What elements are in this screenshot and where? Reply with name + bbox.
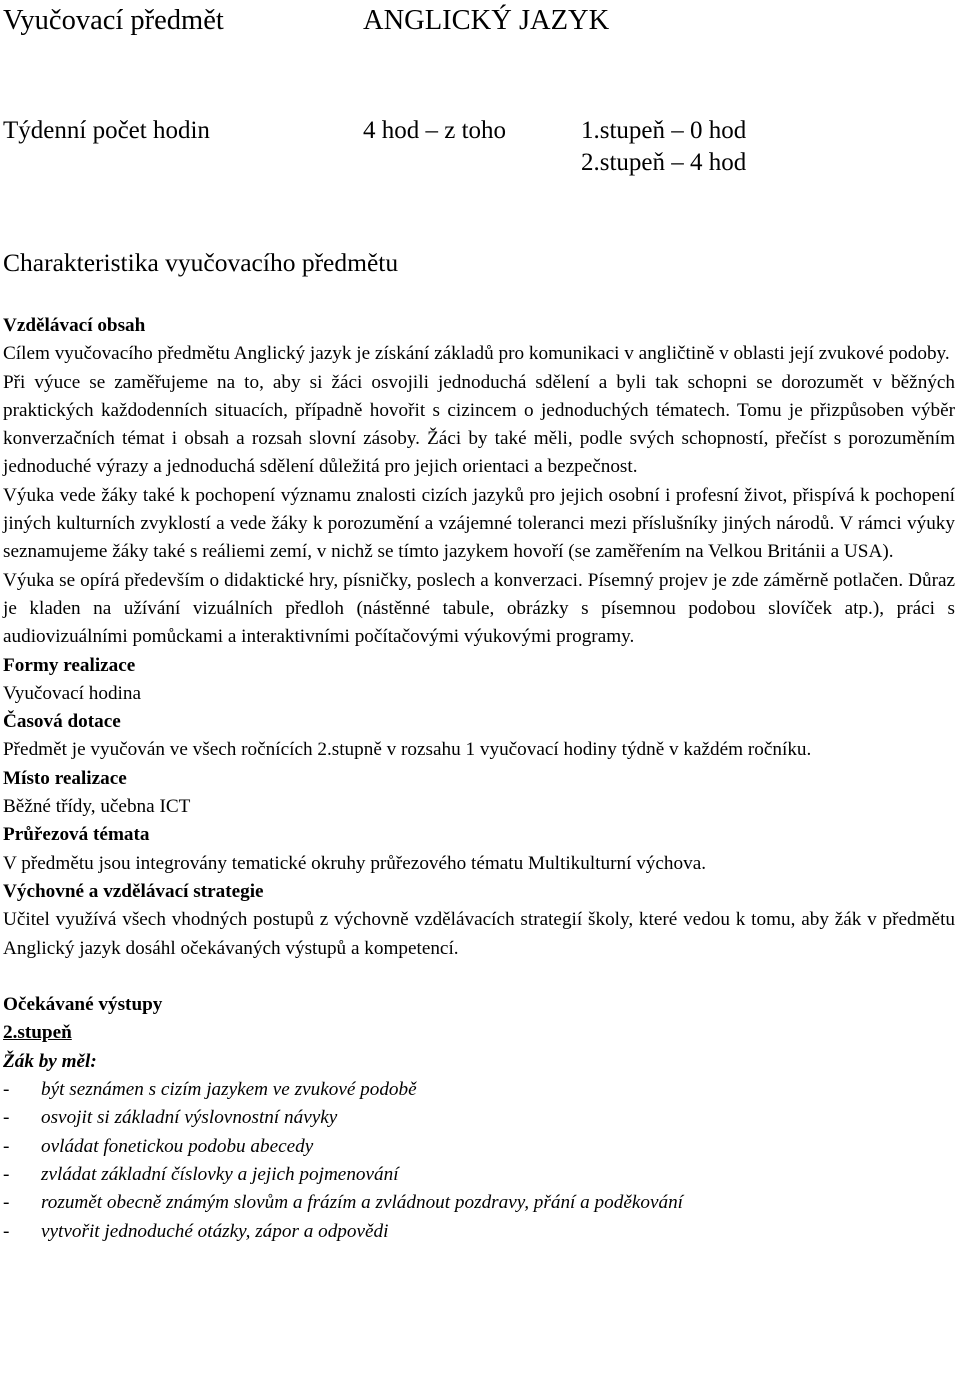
list-marker: - (3, 1220, 10, 1242)
outcomes-list (3, 1076, 955, 1246)
weekly-hours-label: Týdenní počet hodin (3, 117, 210, 144)
time-text: Předmět je vyučován ve všech ročnících 2.stupně v rozsahu 1 vyučovací hodiny týdně v každém ročníku. (3, 739, 812, 761)
list-item (3, 1218, 955, 1246)
place-heading: Místo realizace (3, 767, 127, 789)
content-heading: Vzdělávací obsah (3, 315, 146, 336)
list-marker: - (3, 1192, 10, 1214)
document-body (3, 312, 955, 1246)
list-item (3, 1133, 955, 1161)
subject-label: Vyučovací předmět (3, 5, 224, 36)
list-marker: - (3, 1079, 10, 1101)
subject-name: ANGLICKÝ JAZYK (363, 5, 610, 36)
characteristics-title: Charakteristika vyučovacího předmětu (3, 248, 399, 277)
spacer (3, 963, 955, 991)
list-item (3, 1104, 955, 1132)
stage-label: 2.stupeň (3, 1022, 72, 1044)
list-item-text: zvládat základní číslovky a jejich pojmenování (41, 1163, 399, 1185)
strategy-heading: Výchovné a vzdělávací strategie (3, 880, 264, 902)
list-marker: - (3, 1135, 10, 1157)
weekly-hours-total: 4 hod – z toho (363, 117, 507, 144)
cross-curricular-heading: Průřezová témata (3, 824, 150, 846)
stage2-hours: 2.stupeň – 4 hod (581, 149, 747, 176)
cross-curricular-text: V předmětu jsou integrovány tematické okruhy průřezového tématu Multikulturní výchova. (3, 852, 707, 874)
content-paragraph-4: Výuka se opírá především o didaktické hry, písničky, poslech a konverzaci. Písemný projev je zde záměrně potlačen. Důraz je kladen na užívání vizuálních předloh (nástěnné tabule, obrázky s písemnou podobou slovíček atp.), práci s audiovizuálními pomůckami a interaktivními počítačovými výukovými programy. (3, 569, 955, 648)
list-marker: - (3, 1107, 10, 1129)
list-item-text: vytvořit jednoduché otázky, zápor a odpovědi (41, 1220, 389, 1242)
content-paragraph-2: Při výuce se zaměřujeme na to, aby si žáci osvojili jednoduchá sdělení a byli tak schopni se dorozumět v běžných praktických každodenních situacích, případně hovořit s cizincem o jednoduchých tématech. Tomu je přizpůsoben výběr konverzačních témat i obsah a rozsah slovní zásoby. Žáci by také měli, podle svých schopností, přečíst s porozuměním jednoduché výrazy a jednoduchá sdělení důležitá pro jejich orientaci a bezpečnost. (3, 371, 955, 478)
forms-heading: Formy realizace (3, 654, 136, 676)
list-item-text: být seznámen s cizím jazykem ve zvukové podobě (41, 1079, 417, 1101)
time-heading: Časová dotace (3, 711, 121, 733)
list-item (3, 1189, 955, 1217)
list-item (3, 1076, 955, 1104)
strategy-text: Učitel využívá všech vhodných postupů z výchovně vzdělávacích strategií školy, které vedou k tomu, aby žák v předmětu Anglický jazyk dosáhl očekávaných výstupů a kompetencí. (3, 909, 955, 959)
stage1-hours: 1.stupeň – 0 hod (581, 117, 747, 144)
outcomes-heading: Očekávané výstupy (3, 994, 163, 1016)
place-text: Běžné třídy, učebna ICT (3, 796, 191, 818)
content-paragraph-3: Výuka vede žáky také k pochopení významu znalosti cizích jazyků pro jejich osobní i profesní život, přispívá k pochopení jiných kulturních zvyklostí a vede žáky k porozumění a vzájemné toleranci mezi příslušníky jiných národů. V rámci výuky seznamujeme žáky také s reáliemi zemí, v nichž se tímto jazykem hovoří (se zaměřením na Velkou Británii a USA). (3, 484, 955, 563)
forms-text: Vyučovací hodina (3, 682, 142, 704)
list-item-text: ovládat fonetickou podobu abecedy (41, 1135, 314, 1157)
list-item (3, 1161, 955, 1189)
pupil-label: Žák by měl: (3, 1050, 97, 1072)
list-marker: - (3, 1163, 10, 1185)
list-item-text: rozumět obecně známým slovům a frázím a zvládnout pozdravy, přání a poděkování (41, 1192, 683, 1214)
list-item-text: osvojit si základní výslovnostní návyky (41, 1107, 338, 1129)
content-paragraph-1: Cílem vyučovacího předmětu Anglický jazyk je získání základů pro komunikaci v angličtině v oblasti její zvukové podoby. (3, 343, 950, 365)
